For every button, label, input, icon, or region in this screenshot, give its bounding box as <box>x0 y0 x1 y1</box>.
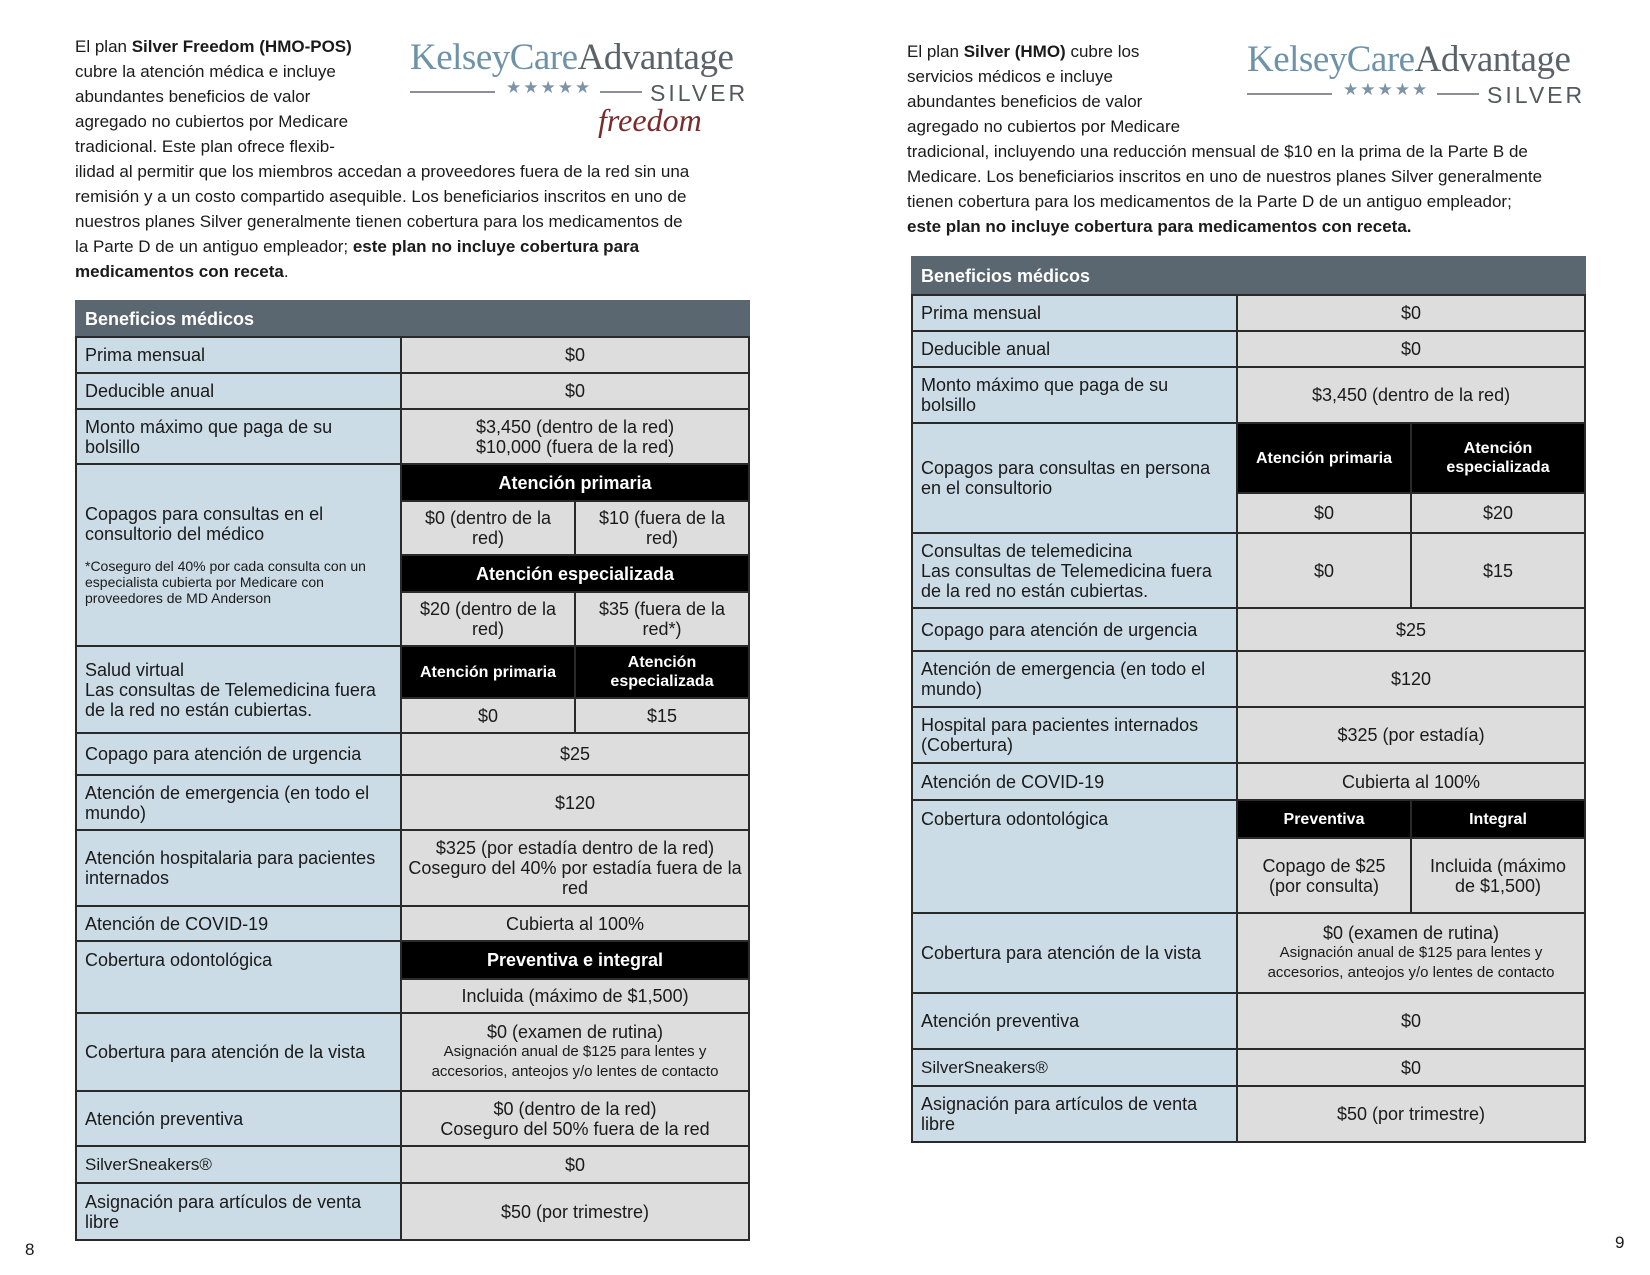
table-row: Copago para atención de urgencia $25 <box>912 608 1585 651</box>
table-row: Copago de $25 (por consulta) Incluida (máximo de $1,500) <box>912 838 1585 913</box>
table-row: Salud virtual Las consultas de Telemedicina fuera de la red no están cubiertas. Atención primaria Atención especializada <box>76 646 749 698</box>
table-row: Atención de COVID-19 Cubierta al 100% <box>912 763 1585 800</box>
table-row: $0 $20 <box>912 493 1585 533</box>
kelseycare-silver-logo: KelseyCareAdvantage ★★★★★ SILVER <box>1247 39 1586 108</box>
table-row: Atención de COVID-19 Cubierta al 100% <box>76 906 749 941</box>
table-row: $20 (dentro de la red) $35 (fuera de la red*) <box>76 592 749 646</box>
benefits-table-silver <box>911 256 1586 1143</box>
table-row: Atención de emergencia (en todo el mundo) $120 <box>912 651 1585 707</box>
stars-icon: ★★★★★ <box>1343 80 1430 99</box>
table-row: Deducible anual $0 <box>912 331 1585 367</box>
table-row: Prima mensual $0 <box>76 337 749 373</box>
kelseycare-silver-freedom-logo: KelseyCareAdvantage ★★★★★ SILVER freedom <box>410 37 749 138</box>
table-row: Copago para atención de urgencia $25 <box>76 733 749 775</box>
table-row: Hospital para pacientes internados (Cobertura) $325 (por estadía) <box>912 707 1585 763</box>
table-header: Beneficios médicos <box>912 257 1585 295</box>
page-number: 8 <box>25 1240 35 1259</box>
benefits-table-silver-freedom <box>75 300 750 1241</box>
table-row: SilverSneakers® $0 <box>912 1049 1585 1086</box>
table-row: Cobertura para atención de la vista $0 (examen de rutina) Asignación anual de $125 para lentes y accesorios, anteojos y/o lentes de contacto <box>912 913 1585 993</box>
table-row: Monto máximo que paga de su bolsillo $3,450 (dentro de la red) $10,000 (fuera de la red) <box>76 409 749 464</box>
page-number: 9 <box>1615 1233 1625 1252</box>
table-row: Cobertura para atención de la vista $0 (examen de rutina) Asignación anual de $125 para lentes y accesorios, anteojos y/o lentes de contacto <box>76 1013 749 1091</box>
table-row: $0 $15 <box>76 698 749 733</box>
table-row: Copagos para consultas en persona en el consultorio Atención primaria Atención especializada <box>912 423 1585 493</box>
table-row: Cobertura odontológica Preventiva Integral <box>912 800 1585 838</box>
table-row: $0 (dentro de la red) $10 (fuera de la red) <box>76 501 749 555</box>
plan-intro-silver: El plan Silver (HMO) cubre los servicios médicos e incluye abundantes beneficios de valor agregado no cubiertos por Medicare tradicional, incluyendo una reducción mensual de $10 en la prima de la Parte B de Medicare. Los beneficiarios inscritos en uno de nuestros planes Silver generalmente tienen cobertura para los medicamentos de la Parte D de un antiguo empleador; este plan no incluye cobertura para medicamentos con receta. <box>907 42 1543 236</box>
table-row: Prima mensual $0 <box>912 295 1585 331</box>
table-row: Atención de emergencia (en todo el mundo) $120 <box>76 775 749 830</box>
table-row: Asignación para artículos de venta libre $50 (por trimestre) <box>912 1086 1585 1142</box>
table-row: Copagos para consultas en el consultorio del médico *Coseguro del 40% por cada consulta con un especialista cubierta por Medicare con proveedores de MD Anderson Atención primaria <box>76 464 749 501</box>
table-row: Atención hospitalaria para pacientes internados $325 (por estadía dentro de la red) Coseguro del 40% por estadía fuera de la red <box>76 830 749 906</box>
table-row: Atención especializada <box>76 555 749 592</box>
table-row: Atención preventiva $0 (dentro de la red) Coseguro del 50% fuera de la red <box>76 1091 749 1146</box>
table-header: Beneficios médicos <box>76 301 749 337</box>
table-row: Consultas de telemedicina Las consultas de Telemedicina fuera de la red no están cubiertas. $0 $15 <box>912 533 1585 608</box>
stars-icon: ★★★★★ <box>506 78 593 97</box>
table-row: Atención preventiva $0 <box>912 993 1585 1049</box>
table-row: Deducible anual $0 <box>76 373 749 409</box>
table-row: SilverSneakers® $0 <box>76 1146 749 1183</box>
table-row: Asignación para artículos de venta libre $50 (por trimestre) <box>76 1183 749 1240</box>
table-row: Incluida (máximo de $1,500) <box>76 979 749 1013</box>
table-row: Cobertura odontológica Preventiva e integral <box>76 941 749 979</box>
plan-intro-silver-freedom: El plan Silver Freedom (HMO-POS) cubre la atención médica e incluye abundantes beneficios de valor agregado no cubiertos por Medicare tradicional. Este plan ofrece flexib- ilidad al permitir que los miembros accedan a proveedores fuera de la red sin una remisión y a un costo compartido asequible. Los beneficiarios inscritos en uno de nuestros planes Silver generalmente tienen cobertura para los medicamentos de la Parte D de un antiguo empleador; este plan no incluye cobertura para medicamentos con receta. <box>75 37 690 281</box>
table-row: Monto máximo que paga de su bolsillo $3,450 (dentro de la red) <box>912 367 1585 423</box>
right-page <box>825 0 1650 1275</box>
